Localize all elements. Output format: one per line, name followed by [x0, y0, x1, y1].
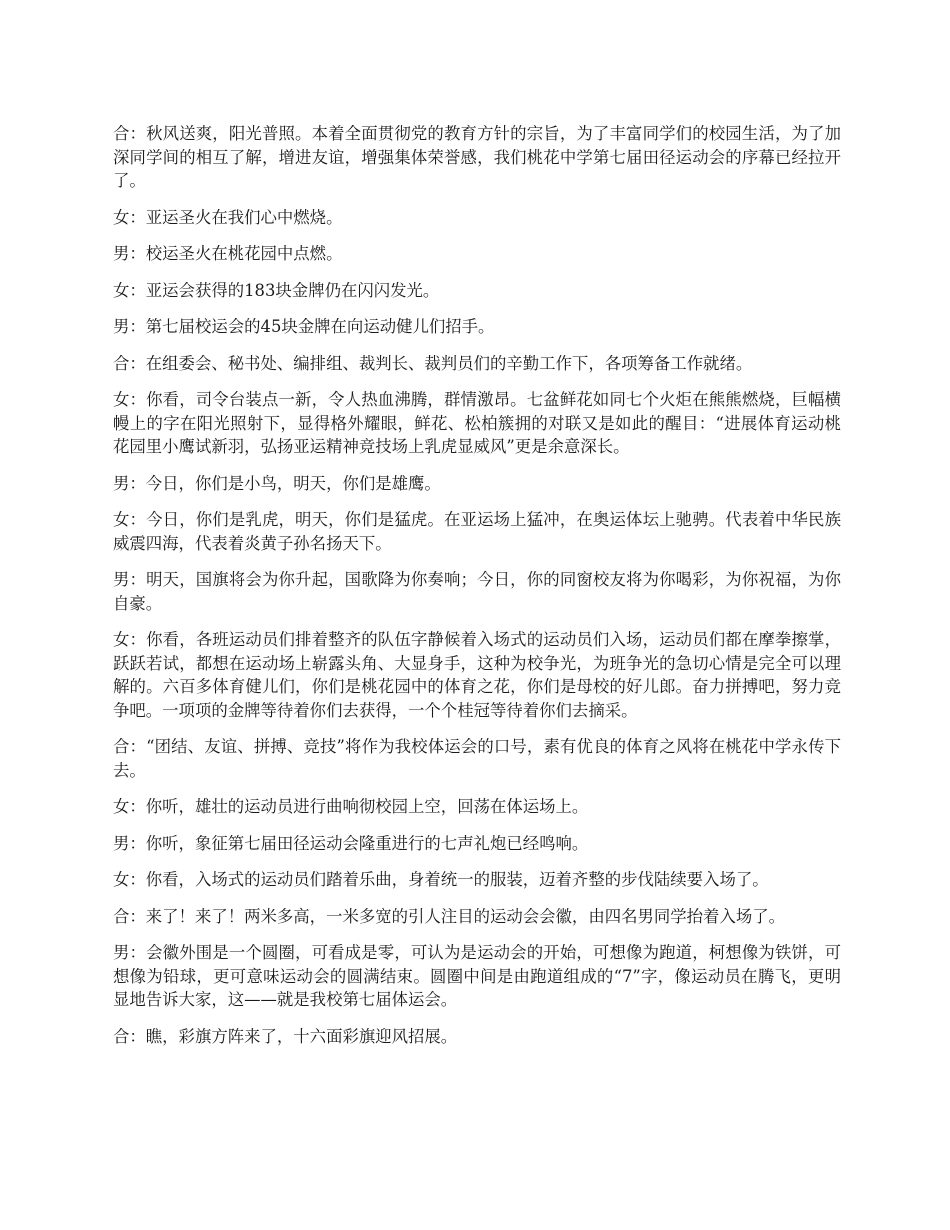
paragraph: 男：校运圣火在桃花园中点燃。 [113, 244, 343, 263]
paragraph: 合：“团结、友谊、拼搏、竞技”将作为我校体运会的口号，素有优良的体育之风将在桃花中学永传下去。 [113, 737, 841, 780]
paragraph: 女：亚运会获得的183块金牌仍在闪闪发光。 [113, 280, 440, 300]
paragraph: 合：来了！来了！两米多高，一米多宽的引人注目的运动会会徽，由四名男同学抬着入场了。 [113, 906, 786, 926]
paragraph: 女：你看，各班运动员们排着整齐的队伍字静候着入场式的运动员们入场，运动员们都在摩拳擦掌，跃跃若试，都想在运动场上崭露头角、大显身手，这种为校争光，为班争光的急切心情是完全可以理解的。六百多体育健儿们，你们是桃花园中的体育之花，你们是母校的好儿郎。奋力拼搏吧，努力竞争吧。一项项的金牌等待着你们去获得，一个个桂冠等待着你们去摘采。 [113, 630, 841, 720]
document-body [113, 122, 841, 1061]
paragraph: 男：明天，国旗将会为你升起，国歌降为你奏响；今日，你的同窗校友将为你喝彩，为你祝福，为你自豪。 [113, 570, 841, 613]
paragraph: 女：你看，司令台装点一新，令人热血沸腾，群情激昂。七盆鲜花如同七个火炬在熊熊燃烧，巨幅横幔上的字在阳光照射下，显得格外耀眼，鲜花、松柏簇拥的对联又是如此的醒目：“进展体育运动桃花园里小鹰试新羽，弘扬亚运精神竞技场上乳虎显威风”更是余意深长。 [113, 390, 841, 456]
paragraph: 男：你听，象征第七届田径运动会隆重进行的七声礼炮已经鸣响。 [113, 833, 589, 853]
paragraph: 合：在组委会、秘书处、编排组、裁判长、裁判员们的辛勤工作下，各项筹备工作就绪。 [113, 353, 753, 373]
paragraph: 女：今日，你们是乳虎，明天，你们是猛虎。在亚运场上猛冲，在奥运体坛上驰骋。代表着中华民族威震四海，代表着炎黄子孙名扬天下。 [113, 510, 841, 553]
paragraph: 女：你看，入场式的运动员们踏着乐曲，身着统一的服装，迈着齐整的步伐陆续要入场了。 [113, 870, 769, 889]
paragraph: 男：第七届校运会的45块金牌在向运动健儿们招手。 [113, 317, 495, 336]
paragraph: 女：你听，雄壮的运动员进行曲响彻校园上空，回荡在体运场上。 [113, 797, 589, 816]
paragraph: 合：瞧，彩旗方阵来了，十六面彩旗迎风招展。 [113, 1026, 458, 1046]
paragraph: 合：秋风送爽，阳光普照。本着全面贯彻党的教育方针的宗旨，为了丰富同学们的校园生活，为了加深同学间的相互了解，增进友谊，增强集体荣誉感，我们桃花中学第七届田径运动会的序幕已经拉开了。 [113, 124, 841, 190]
paragraph: 男：会徽外围是一个圆圈，可看成是零，可认为是运动会的开始，可想像为跑道，柯想像为铁饼，可想像为铅球，更可意味运动会的圆满结束。圆圈中间是由跑道组成的“7”字，像运动员在腾飞，更明显地告诉大家，这——就是我校第七届体运会。 [113, 943, 841, 1009]
paragraph: 男：今日，你们是小鸟，明天，你们是雄鹰。 [113, 473, 441, 493]
paragraph: 女：亚运圣火在我们心中燃烧。 [113, 207, 343, 227]
